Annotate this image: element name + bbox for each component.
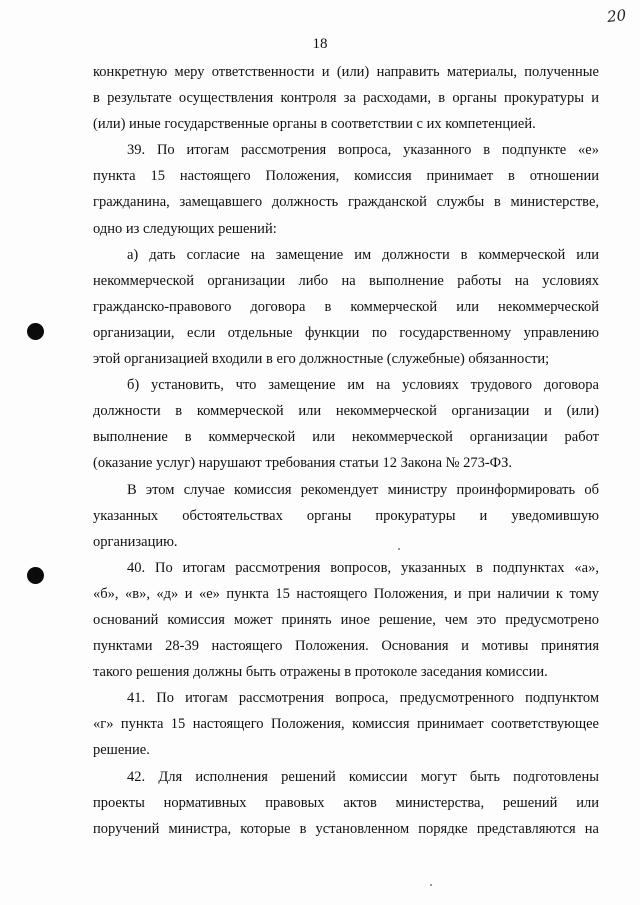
document-body — [93, 59, 599, 842]
text-line: должности в коммерческой или некоммерческой организации и (или) — [93, 403, 599, 420]
text-line: «г» пункта 15 настоящего Положения, комиссия принимает соответствующее — [93, 716, 599, 733]
text-line: «б», «в», «д» и «е» пункта 15 настоящего Положения, и при наличии к тому — [93, 585, 599, 602]
punch-hole — [27, 323, 44, 340]
text-line: (оказание услуг) нарушают требования статьи 12 Закона № 273-ФЗ. — [93, 455, 513, 472]
text-line: организацию. — [93, 533, 178, 550]
text-line: в результате осуществления контроля за расходами, в органы прокуратуры и — [93, 90, 599, 107]
text-line: этой организацией входили в его должностные (служебные) обязанности; — [93, 351, 550, 368]
text-line: некоммерческой организации либо на выполнение работы на условиях — [93, 272, 599, 289]
text-line: (или) иные государственные органы в соответствии с их компетенцией. — [93, 116, 536, 133]
text-line: гражданина, замещавшего должность гражданской службы в министерстве, — [93, 194, 599, 211]
text-line: 40. По итогам рассмотрения вопросов, указанных в подпунктах «а», — [127, 559, 599, 576]
text-line: проекты нормативных правовых актов министерства, решений или — [93, 794, 599, 811]
text-line: выполнение в коммерческой или некоммерческой организации работ — [93, 429, 599, 446]
text-line: пунктами 28-39 настоящего Положения. Основания и мотивы принятия — [93, 638, 599, 655]
text-line: В этом случае комиссия рекомендует министру проинформировать об — [127, 481, 599, 498]
punch-hole — [27, 567, 44, 584]
text-line: конкретную меру ответственности и (или) направить материалы, полученные — [93, 64, 599, 80]
text-line: а) дать согласие на замещение им должности в коммерческой или — [127, 246, 599, 263]
text-line: организации, если отдельные функции по государственному управлению — [93, 324, 599, 341]
scan-speck — [430, 884, 432, 886]
text-line: указанных обстоятельствах органы прокуратуры и уведомившую — [93, 507, 599, 524]
text-line: б) установить, что замещение им на условиях трудового договора — [127, 377, 599, 394]
text-line: пункта 15 настоящего Положения, комиссия принимает в отношении — [93, 168, 599, 185]
text-line: такого решения должны быть отражены в протоколе заседания комиссии. — [93, 664, 548, 681]
text-line: одно из следующих решений: — [93, 220, 277, 237]
handwritten-page-number: 20 — [606, 6, 627, 26]
text-line: гражданско-правового договора в коммерческой или некоммерческой — [93, 298, 599, 315]
text-line: поручений министра, которые в установленном порядке представляются на — [93, 820, 599, 837]
text-line: 41. По итогам рассмотрения вопроса, предусмотренного подпунктом — [127, 690, 599, 707]
text-line: 39. По итогам рассмотрения вопроса, указанного в подпункте «е» — [127, 142, 599, 159]
text-line: 42. Для исполнения решений комиссии могут быть подготовлены — [127, 768, 599, 785]
page-number: 18 — [312, 36, 328, 52]
text-line: решение. — [93, 742, 150, 759]
text-line: оснований комиссия может принять иное решение, чем это предусмотрено — [93, 611, 599, 628]
